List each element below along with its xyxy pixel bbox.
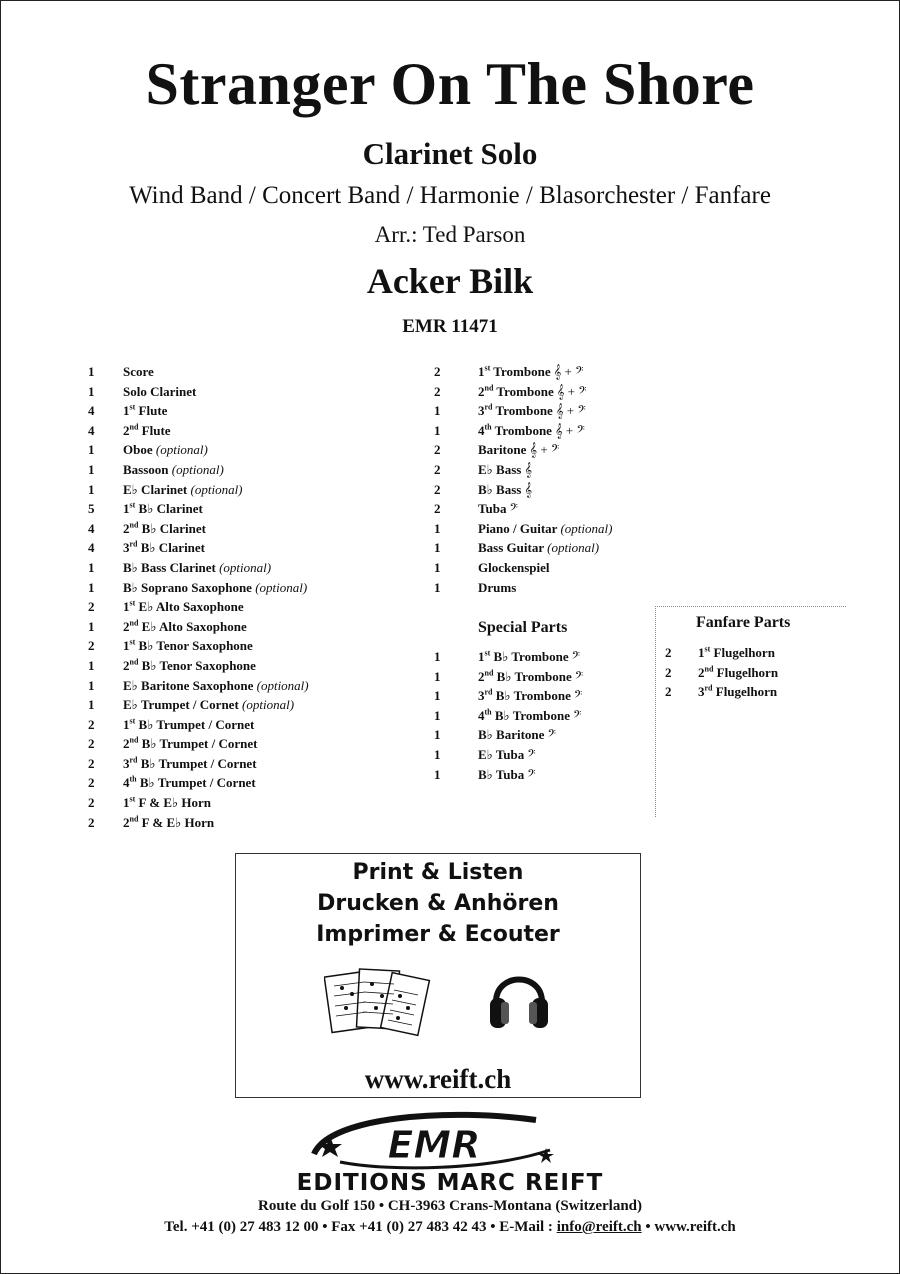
ordinal-suffix: nd: [129, 520, 139, 530]
part-name: Bass Guitar (optional): [478, 540, 600, 556]
contact-phone-fax: Tel. +41 (0) 27 483 12 00 • Fax +41 (0) 27 483 42 43 • E-Mail :: [164, 1219, 557, 1235]
part-quantity: 1: [434, 520, 441, 536]
publisher-contact: [0, 1219, 900, 1236]
part-quantity: 2: [88, 599, 95, 615]
part-quantity: 1: [88, 618, 95, 634]
part-name: 3rd Flugelhorn: [698, 683, 778, 700]
part-quantity: 2: [434, 442, 441, 458]
part-name: 1st B♭ Clarinet: [123, 500, 203, 517]
ordinal-suffix: nd: [129, 618, 139, 628]
part-name: 1st F & E♭ Horn: [123, 794, 211, 811]
sheet-music-icon: [324, 964, 434, 1044]
part-name: 2nd B♭ Trombone 𝄢: [478, 668, 584, 684]
part-name: Glockenspiel: [478, 559, 550, 575]
subtitle: Clarinet Solo: [362, 136, 538, 171]
clef-icon: 𝄞: [524, 481, 533, 497]
clef-icon: 𝄢: [509, 501, 518, 517]
part-name: Oboe (optional): [123, 442, 208, 458]
ordinal-suffix: st: [129, 402, 136, 412]
contact-website[interactable]: • www.reift.ch: [641, 1219, 736, 1235]
part-name: 1st B♭ Trumpet / Cornet: [123, 716, 255, 732]
promo-line-drucken: Drucken & Anhören: [317, 891, 559, 916]
part-name: 4th B♭ Trombone 𝄢: [478, 707, 582, 723]
part-name: 4th B♭ Trumpet / Cornet: [123, 775, 256, 791]
part-quantity: 1: [88, 657, 95, 673]
print-listen-box[interactable]: [235, 853, 641, 1098]
part-quantity: 4: [88, 403, 95, 419]
clef-icon: 𝄞: [524, 461, 533, 477]
part-name: 2nd B♭ Tenor Saxophone: [123, 657, 256, 673]
part-quantity: 2: [88, 716, 95, 732]
part-quantity: 2: [88, 814, 95, 830]
part-name: B♭ Bass 𝄞: [478, 481, 533, 497]
part-quantity: 1: [434, 727, 441, 743]
part-quantity: 5: [88, 501, 95, 517]
part-name: 1st B♭ Trombone 𝄢: [478, 648, 581, 664]
page-title: Stranger On The Shore: [145, 51, 755, 117]
part-name: 2nd F & E♭ Horn: [123, 814, 215, 830]
clef-icon: 𝄢: [573, 707, 582, 723]
part-quantity: 2: [665, 664, 672, 680]
part-quantity: 2: [88, 795, 95, 811]
publisher-address: Route du Golf 150 • CH-3963 Crans-Montana (Switzerland): [258, 1198, 642, 1214]
clef-icon: 𝄞 + 𝄢: [556, 383, 587, 399]
part-quantity: 2: [434, 383, 441, 399]
part-name: 3rd B♭ Trumpet / Cornet: [123, 755, 257, 771]
ordinal-suffix: st: [129, 598, 136, 608]
part-quantity: 1: [434, 766, 441, 782]
part-name: Drums: [478, 579, 517, 595]
part-name: 1st B♭ Tenor Saxophone: [123, 637, 253, 654]
part-quantity: 4: [88, 422, 95, 438]
ordinal-suffix: st: [129, 716, 136, 726]
part-quantity: 2: [434, 364, 441, 379]
clef-icon: 𝄢: [573, 688, 583, 704]
part-name: 1st Flugelhorn: [698, 644, 775, 660]
part-quantity: 2: [434, 481, 441, 497]
part-name: E♭ Clarinet (optional): [123, 481, 243, 497]
special-parts-heading: Special Parts: [478, 619, 568, 636]
part-name: 2nd Flugelhorn: [698, 664, 779, 680]
publisher-name: EDITIONS MARC REIFT: [296, 1170, 604, 1196]
clef-icon: 𝄞 + 𝄢: [554, 422, 585, 438]
part-name: 1st Trombone 𝄞 + 𝄢: [478, 363, 584, 379]
promo-url[interactable]: www.reift.ch: [364, 1064, 512, 1094]
part-quantity: 2: [434, 461, 441, 477]
clef-icon: 𝄢: [547, 727, 556, 743]
optional-note: (optional): [242, 697, 295, 713]
clef-icon: 𝄞 + 𝄢: [555, 403, 586, 419]
ordinal-suffix: nd: [484, 668, 494, 678]
clef-icon: 𝄢: [571, 649, 581, 664]
ordinal-suffix: rd: [129, 755, 138, 765]
part-quantity: 1: [434, 403, 441, 419]
part-name: Baritone 𝄞 + 𝄢: [478, 442, 560, 458]
part-name: 3rd B♭ Clarinet: [123, 540, 206, 556]
optional-note: (optional): [219, 559, 272, 575]
fanfare-box: [655, 606, 846, 817]
ordinal-suffix: th: [484, 422, 492, 432]
clef-icon: 𝄞 + 𝄢: [553, 364, 584, 379]
svg-text:EMR: EMR: [387, 1123, 481, 1167]
part-quantity: 1: [434, 422, 441, 438]
composer: Acker Bilk: [366, 261, 534, 301]
optional-note: (optional): [547, 540, 600, 556]
ordinal-suffix: rd: [484, 687, 493, 697]
part-name: E♭ Trumpet / Cornet (optional): [123, 697, 295, 713]
headphones-icon: [488, 962, 550, 1034]
ordinal-suffix: st: [484, 648, 491, 658]
ordinal-suffix: st: [129, 500, 136, 510]
ordinal-suffix: nd: [129, 657, 139, 667]
part-quantity: 1: [434, 688, 441, 704]
part-quantity: 1: [88, 559, 95, 575]
part-name: B♭ Bass Clarinet (optional): [123, 559, 272, 575]
part-quantity: 1: [88, 481, 95, 497]
part-name: 2nd Trombone 𝄞 + 𝄢: [478, 383, 587, 399]
part-quantity: 1: [434, 540, 441, 556]
part-quantity: 1: [88, 579, 95, 595]
part-name: 2nd E♭ Alto Saxophone: [123, 618, 247, 634]
part-quantity: 2: [665, 645, 672, 660]
part-quantity: 1: [88, 364, 95, 379]
part-quantity: 1: [434, 668, 441, 684]
part-quantity: 1: [88, 697, 95, 713]
ordinal-suffix: nd: [129, 735, 139, 745]
clef-icon: 𝄢: [574, 668, 584, 684]
part-name: B♭ Tuba 𝄢: [478, 766, 536, 782]
part-name: 2nd B♭ Clarinet: [123, 520, 206, 536]
optional-note: (optional): [560, 520, 613, 536]
part-name: 3rd Trombone 𝄞 + 𝄢: [478, 402, 586, 419]
optional-note: (optional): [256, 677, 309, 693]
part-name: 2nd Flute: [123, 422, 171, 438]
ordinal-suffix: nd: [704, 664, 714, 674]
arranger: Arr.: Ted Parson: [374, 222, 526, 247]
part-quantity: 4: [88, 540, 95, 556]
ordinal-suffix: st: [129, 794, 136, 804]
ordinal-suffix: rd: [129, 540, 138, 550]
optional-note: (optional): [155, 442, 208, 458]
part-quantity: 2: [88, 775, 95, 791]
ordinal-suffix: nd: [484, 383, 494, 393]
promo-line-print-listen: Print & Listen: [352, 860, 524, 885]
part-name: 3rd B♭ Trombone 𝄢: [478, 687, 583, 704]
ordinal-suffix: nd: [129, 814, 139, 824]
part-name: 4th Trombone 𝄞 + 𝄢: [478, 422, 585, 438]
part-quantity: 2: [434, 501, 441, 517]
part-name: E♭ Tuba 𝄢: [478, 746, 536, 762]
promo-line-imprimer: Imprimer & Ecouter: [316, 922, 560, 947]
clef-icon: 𝄢: [527, 766, 536, 782]
part-name: 2nd B♭ Trumpet / Cornet: [123, 735, 258, 752]
optional-note: (optional): [171, 461, 224, 477]
part-quantity: 2: [88, 755, 95, 771]
ordinal-suffix: th: [484, 707, 492, 717]
part-name: B♭ Baritone 𝄢: [478, 727, 556, 743]
ordinal-suffix: nd: [129, 422, 139, 432]
part-name: E♭ Baritone Saxophone (optional): [123, 677, 309, 693]
optional-note: (optional): [255, 579, 308, 595]
part-quantity: 1: [434, 707, 441, 723]
catalog-number: EMR 11471: [402, 316, 498, 337]
ordinal-suffix: rd: [484, 402, 493, 412]
part-name: Tuba 𝄢: [478, 501, 518, 517]
ordinal-suffix: rd: [704, 683, 713, 693]
part-quantity: 1: [434, 746, 441, 762]
part-quantity: 4: [88, 520, 95, 536]
part-quantity: 1: [88, 677, 95, 693]
fanfare-parts-heading: Fanfare Parts: [696, 614, 791, 631]
part-quantity: 1: [434, 579, 441, 595]
part-quantity: 1: [434, 559, 441, 575]
part-name: 1st E♭ Alto Saxophone: [123, 598, 244, 615]
ordinal-suffix: th: [129, 775, 137, 785]
ordinal-suffix: st: [704, 644, 711, 654]
part-quantity: 1: [88, 383, 95, 399]
part-name: 1st Flute: [123, 402, 168, 419]
part-name: Bassoon (optional): [123, 461, 224, 477]
part-quantity: 2: [665, 684, 672, 700]
email-link[interactable]: info@reift.ch: [556, 1219, 642, 1235]
part-name: E♭ Bass 𝄞: [478, 461, 533, 477]
optional-note: (optional): [190, 481, 243, 497]
clef-icon: 𝄞 + 𝄢: [529, 442, 560, 458]
part-name: Solo Clarinet: [123, 383, 197, 399]
ordinal-suffix: st: [484, 363, 491, 373]
part-name: Score: [123, 364, 154, 379]
part-quantity: 1: [434, 649, 441, 664]
part-quantity: 2: [88, 736, 95, 752]
part-name: Piano / Guitar (optional): [478, 520, 613, 536]
part-quantity: 2: [88, 638, 95, 654]
ensembles: Wind Band / Concert Band / Harmonie / Blasorchester / Fanfare: [129, 182, 771, 209]
part-quantity: 1: [88, 442, 95, 458]
part-name: B♭ Soprano Saxophone (optional): [123, 579, 308, 595]
clef-icon: 𝄢: [527, 746, 536, 762]
part-quantity: 1: [88, 461, 95, 477]
ordinal-suffix: st: [129, 637, 136, 647]
emr-logo: [300, 1110, 562, 1174]
